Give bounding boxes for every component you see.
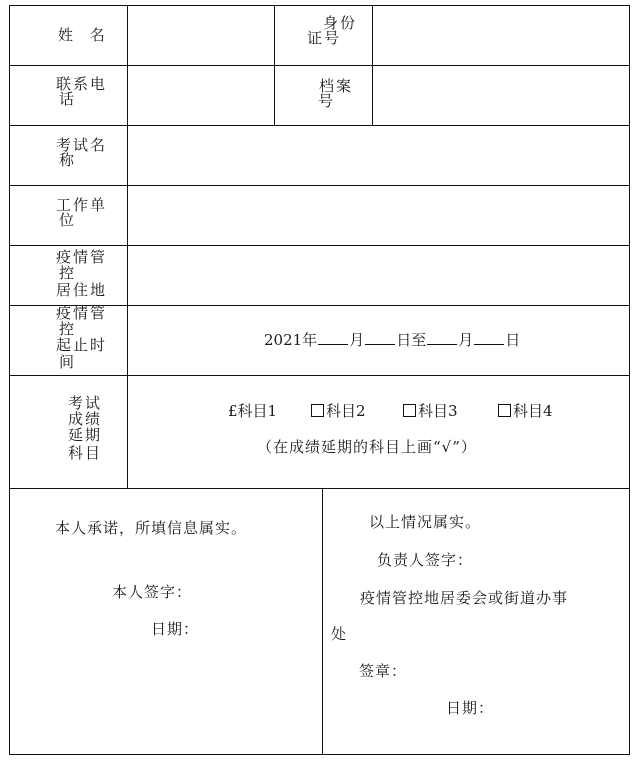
pledge-signature-label: 本人签字： bbox=[112, 583, 193, 601]
period-month1: 月 bbox=[349, 331, 365, 349]
residence-label-line3: 居住地 bbox=[56, 281, 108, 299]
id-number-field[interactable] bbox=[374, 7, 628, 64]
subject-4-label: 科目4 bbox=[513, 402, 553, 420]
label-column-divider bbox=[127, 5, 128, 489]
residence-label-line1: 疫情管 bbox=[56, 248, 108, 266]
row-divider bbox=[9, 375, 630, 376]
period-month2: 月 bbox=[458, 331, 474, 349]
table-border-bottom bbox=[9, 754, 630, 755]
subject-4-checkbox[interactable] bbox=[498, 404, 511, 417]
subject-label-line3: 延期 bbox=[68, 426, 103, 444]
residence-label-line2: 控 bbox=[59, 264, 77, 282]
verify-office-line2: 处 bbox=[331, 625, 348, 643]
verify-seal-label: 签章： bbox=[359, 662, 408, 680]
table-border-top bbox=[9, 5, 630, 6]
phone-field[interactable] bbox=[129, 67, 273, 124]
end-month-blank[interactable] bbox=[427, 330, 457, 345]
period-line bbox=[264, 330, 520, 349]
row-divider bbox=[9, 65, 630, 66]
file-number-field[interactable] bbox=[374, 67, 628, 124]
name-field[interactable] bbox=[129, 7, 273, 64]
subject-label-line4: 科目 bbox=[68, 444, 103, 462]
verify-date-label: 日期： bbox=[446, 699, 495, 717]
work-unit-label-line1: 工作单 bbox=[56, 196, 108, 214]
period-year: 2021年 bbox=[264, 331, 318, 349]
period-label-line3: 起止时 bbox=[56, 336, 108, 354]
bottom-section-divider bbox=[322, 488, 323, 755]
mid-column-divider bbox=[274, 5, 275, 126]
row-divider bbox=[9, 245, 630, 246]
subject-1-label: 科目1 bbox=[237, 402, 278, 420]
work-unit-label-line2: 位 bbox=[59, 211, 77, 229]
exam-name-label-line1: 考试名 bbox=[56, 136, 108, 154]
subject-instruction: （在成绩延期的科目上画“√”） bbox=[257, 438, 477, 456]
file-number-label-line1: 档案 bbox=[319, 77, 354, 95]
phone-label-line2: 话 bbox=[59, 90, 77, 108]
verify-statement: 以上情况属实。 bbox=[369, 513, 482, 531]
residence-field[interactable] bbox=[129, 247, 628, 304]
subject-2-label: 科目2 bbox=[326, 402, 366, 420]
subject-3-checkbox[interactable] bbox=[403, 404, 416, 417]
exam-name-field[interactable] bbox=[129, 127, 628, 184]
subject-label-line1: 考试 bbox=[68, 394, 103, 412]
pledge-date-label: 日期： bbox=[151, 620, 200, 638]
subject-2-checkbox[interactable] bbox=[311, 404, 324, 417]
subject-1-checkbox[interactable]: £ bbox=[228, 402, 238, 420]
subject-3-label: 科目3 bbox=[418, 402, 458, 420]
phone-label-line1: 联系电 bbox=[56, 75, 108, 93]
period-label-line4: 间 bbox=[59, 353, 77, 371]
exam-name-label-line2: 称 bbox=[59, 151, 77, 169]
subject-label-line2: 成绩 bbox=[68, 410, 103, 428]
period-label-line2: 控 bbox=[59, 320, 77, 338]
period-day1: 日至 bbox=[396, 331, 427, 349]
id-label-line2: 证号 bbox=[307, 29, 342, 47]
table-border-left bbox=[9, 5, 10, 755]
row-divider bbox=[9, 488, 630, 489]
period-label-line1: 疫情管 bbox=[56, 304, 108, 322]
subject-4-option[interactable] bbox=[498, 403, 553, 420]
verify-office-line1: 疫情管控地居委会或街道办事 bbox=[360, 589, 569, 607]
row-divider bbox=[9, 185, 630, 186]
id-label-line1: 身份 bbox=[323, 14, 358, 32]
start-day-blank[interactable] bbox=[365, 330, 395, 345]
verify-signature-label: 负责人签字： bbox=[377, 551, 474, 569]
subject-1-option[interactable] bbox=[228, 403, 277, 420]
pledge-statement: 本人承诺，所填信息属实。 bbox=[55, 519, 248, 537]
period-day2: 日 bbox=[505, 331, 521, 349]
file-number-label-line2: 号 bbox=[318, 92, 336, 110]
work-unit-field[interactable] bbox=[129, 187, 628, 244]
end-day-blank[interactable] bbox=[474, 330, 504, 345]
subject-2-option[interactable] bbox=[311, 403, 366, 420]
subject-3-option[interactable] bbox=[403, 403, 458, 420]
row-divider bbox=[9, 125, 630, 126]
name-label: 姓 名 bbox=[58, 26, 111, 44]
table-border-right bbox=[629, 5, 630, 755]
mid-column-divider-2 bbox=[372, 5, 373, 126]
start-month-blank[interactable] bbox=[318, 330, 348, 345]
